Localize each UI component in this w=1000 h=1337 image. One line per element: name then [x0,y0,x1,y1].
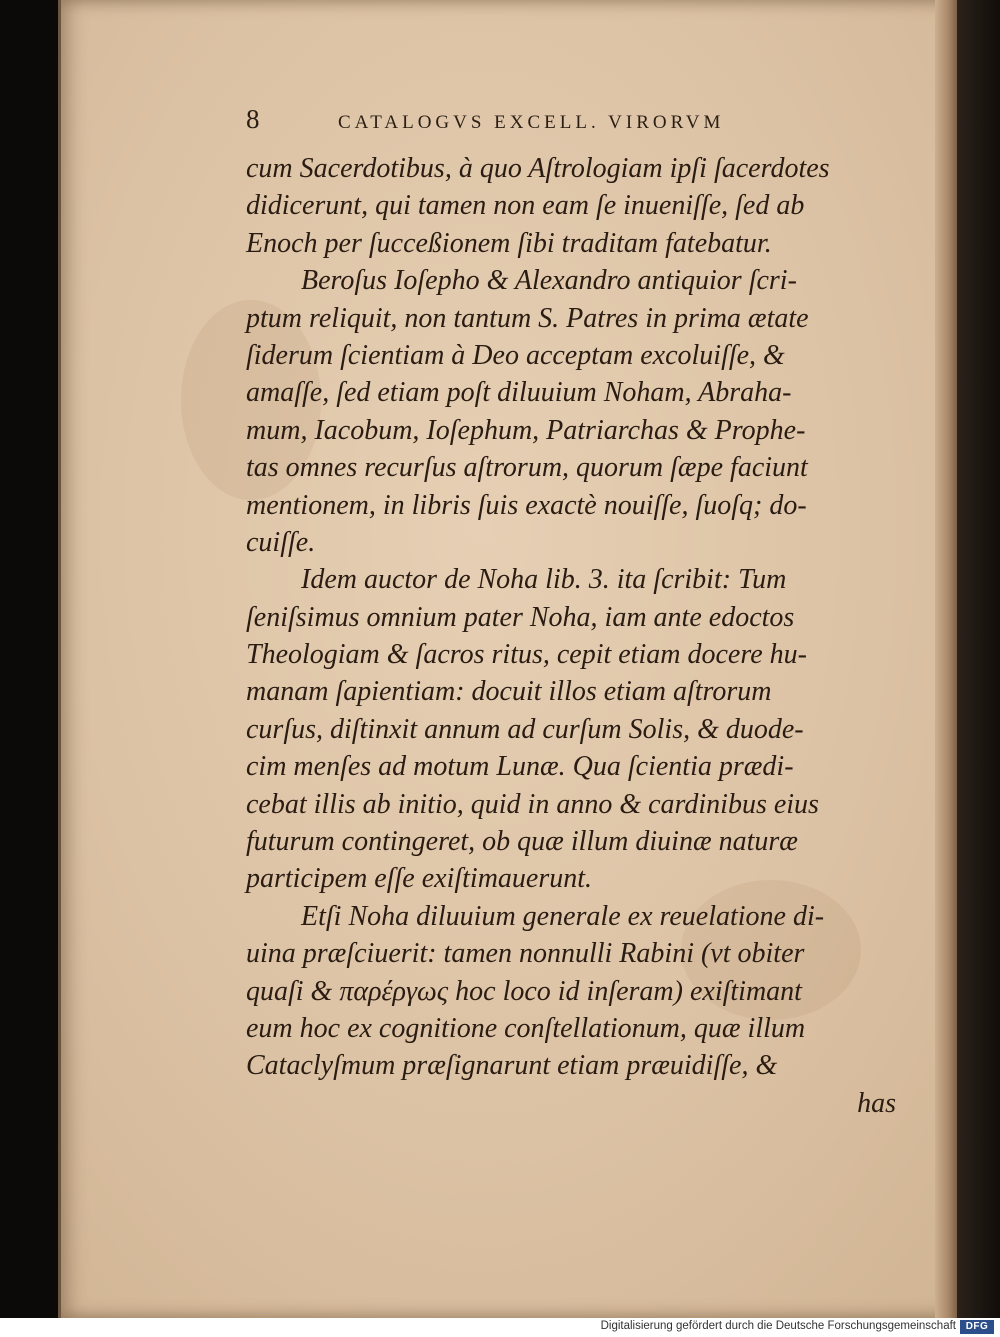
text-line: quaſi & παρέργως hoc loco id inſeram) exiſtimant [246,975,802,1007]
page-edge [957,0,1000,1318]
text-line: futurum contingeret, ob quæ illum diuinæ naturæ [246,826,798,858]
dfg-logo: DFG [960,1320,994,1334]
text-line: manam ſapientiam: docuit illos etiam aſtrorum [246,676,772,708]
text-line: Beroſus Ioſepho & Alexandro antiquior ſcri- [301,265,797,297]
text-line: uina præſciuerit: tamen nonnulli Rabini (vt obiter [246,938,805,970]
text-line: cebat illis ab initio, quid in anno & cardinibus eius [246,788,819,820]
running-head-title: CATALOGVS EXCELL. VIRORVM [338,112,725,133]
text-line: tas omnes recurſus aſtrorum, quorum ſæpe faciunt [246,452,808,484]
funding-credit: Digitalisierung gefördert durch die Deutsche Forschungsgemeinschaft [600,1320,956,1332]
text-line: cum Sacerdotibus, à quo Aſtrologiam ipſi ſacerdotes [246,153,830,184]
text-line: mum, Iacobum, Ioſephum, Patriarchas & Prophe- [246,414,806,446]
catchword: has [857,1087,896,1119]
text-line: ptum reliquit, non tantum S. Patres in prima ætate [246,302,809,334]
text-line: participem eſſe exiſtimauerunt. [246,863,593,895]
text-line: Idem auctor de Noha lib. 3. ita ſcribit: Tum [301,564,787,596]
text-line: amaſſe, ſed etiam poſt diluuium Noham, Abraha- [246,377,792,409]
text-line: didicerunt, qui tamen non eam ſe inueniſſe, ſed ab [246,190,805,222]
text-line: Etſi Noha diluuium generale ex reuelatione di- [301,900,825,932]
footer-bar [0,1318,1000,1337]
text-line: cim menſes ad motum Lunæ. Qua ſcientia prædi- [246,751,794,783]
text-line: curſus, diſtinxit annum ad curſum Solis, & duode- [246,713,804,745]
text-line: Theologiam & ſacros ritus, cepit etiam docere hu- [246,639,807,671]
page-gutter [935,0,957,1318]
text-line: ſiderum ſcientiam à Deo acceptam excoluiſſe, & [246,339,785,371]
body-text [246,150,906,1122]
page-number: 8 [246,104,260,134]
text-line: Enoch per ſucceßionem ſibi traditam fatebatur. [246,227,772,259]
text-line: Cataclyſmum præſignarunt etiam præuidiſſe, & [246,1050,778,1082]
text-line: mentionem, in libris ſuis exactè nouiſſe, ſuoſq; do- [246,489,807,521]
text-line: cuiſſe. [246,526,316,558]
text-line: ſeniſsimus omnium pater Noha, iam ante edoctos [246,601,795,633]
text-line: eum hoc ex cognitione conſtellationum, quæ illum [246,1012,806,1044]
running-head [246,104,816,138]
